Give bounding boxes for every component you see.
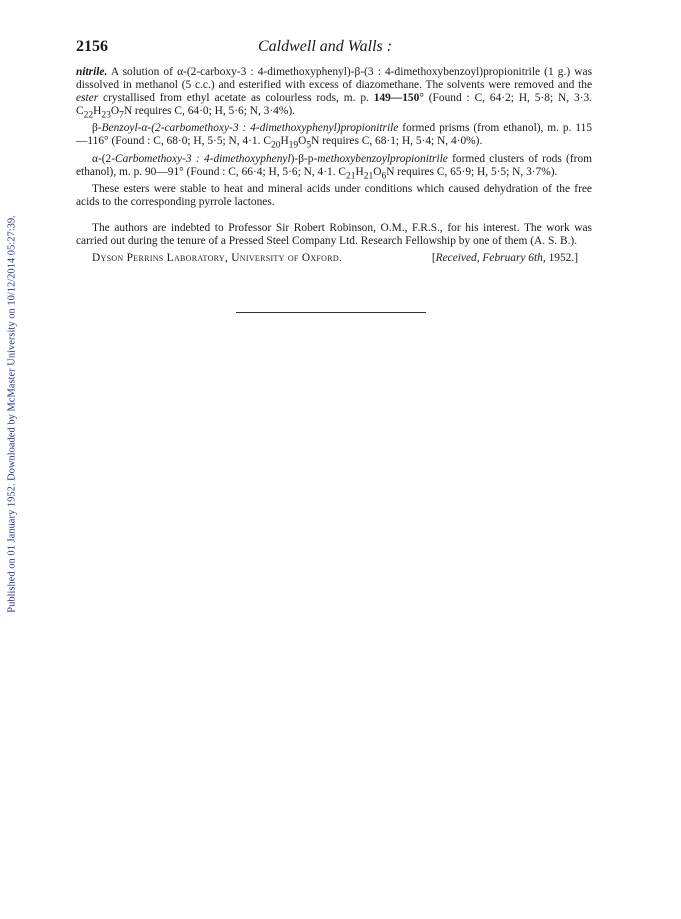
affiliation-row (76, 252, 592, 265)
paragraph-methoxybenzoyl: α-(2-Carbomethoxy-3 : 4-dimethoxyphenyl)-β-p-methoxybenzoylpropionitrile formed clusters of rods (from ethanol), m. p. 90—91° (Found : C, 66·4; H, 5·6; N, 4·1. $C_{21}H_{21}O_6N$ requires C, 65·9; H, 5·5; N, 3·7%). (76, 152, 592, 181)
compound-name: methoxybenzoylpropionitrile (317, 152, 448, 165)
article-body (76, 66, 592, 265)
affiliation: Dyson Perrins Laboratory, University of Oxford. (92, 251, 343, 264)
paragraph-diester: nitrile. A solution of α-(2-carboxy-3 : 4-dimethoxyphenyl)-β-(3 : 4-dimethoxybenzoyl)propionitrile (1 g.) was dissolved in methanol (5 c.c.) and esterified with excess of diazomethane. The solvents were removed and the ester crystallised from ethyl acetate as colourless rods, m. p. 149—150° (Found : C, 64·2; H, 5·8; N, 3·3. $C_{22}H_{23}O_7N$ requires C, 64·0; H, 5·6; N, 3·4%). (76, 66, 592, 121)
paragraph-stability: These esters were stable to heat and mineral acids under conditions which caused dehydration of the free acids to the corresponding pyrrole lactones. (76, 182, 592, 208)
download-notice-sidebar (0, 0, 24, 919)
paragraph-benzoyl: β-Benzoyl-α-(2-carbomethoxy-3 : 4-dimethoxyphenyl)propionitrile formed prisms (from ethanol), m. p. 115—116° (Found : C, 68·0; H, 5·5; N, 4·1. $C_{20}H_{19}O_5N$ requires C, 68·1; H, 5·4; N, 4·0%). (76, 122, 592, 151)
nitrile-lead: nitrile. (76, 66, 108, 78)
acknowledgement: The authors are indebted to Professor Sir Robert Robinson, O.M., F.R.S., for his interest. The work was carried out during the tenure of a Pressed Steel Company Ltd. Research Fellowship by one of them (A. S. B.). (76, 221, 592, 247)
running-head: Caldwell and Walls : (258, 38, 393, 55)
page-number: 2156 (76, 38, 108, 55)
section-end-rule (236, 312, 426, 313)
download-notice-link[interactable]: Published on 01 January 1952. Downloaded by McMaster University on 10/12/2014 05:27:39. (6, 215, 18, 613)
compound-name: Benzoyl-α-(2-carbomethoxy-3 : 4-dimethoxyphenyl)propionitrile (101, 122, 399, 135)
compound-name: Carbomethoxy-3 : 4-dimethoxyphenyl (115, 152, 291, 165)
received-date: [Received, February 6th, 1952.] (431, 251, 578, 264)
